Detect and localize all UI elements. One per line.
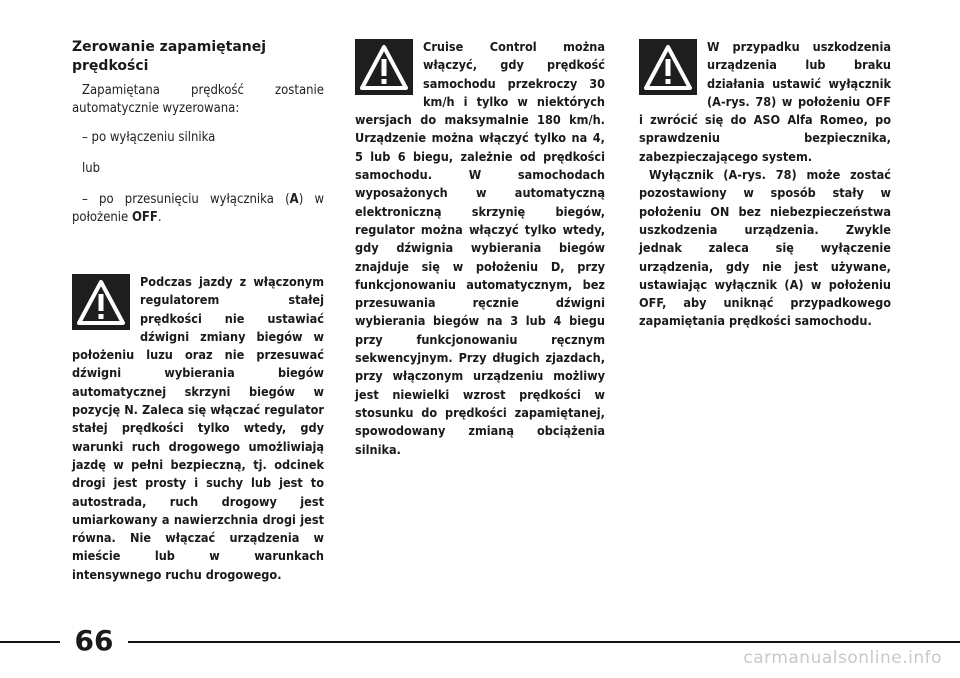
or-text: lub xyxy=(82,161,101,176)
warning-text-malfunction: W przypadku uszkodzenia urządzenia lub braku działania ustawić wyłącznik (A-rys. 78) w położeniu OFF i zwrócić się do ASO Alfa Romeo, po sprawdzeniu bezpiecznika, zabezpieczającego system. xyxy=(639,39,891,164)
switch-key: A xyxy=(289,192,299,207)
watermark: carmanualsonline.info xyxy=(743,648,942,668)
warning-triangle-icon xyxy=(72,274,130,330)
warning-text-switch-on: Wyłącznik (A-rys. 78) może zostać pozostawiony w sposób stały w położeniu ON bez niebezpieczeństwa uszkodzenia urządzenia. Zwykle jednak zaleca się wyłączenie urządzenia, gdy nie jest używane, ustawiając wyłącznik (A) w położeniu OFF, aby uniknąć przypadkowego zapamiętania prędkości samochodu. xyxy=(639,167,891,329)
off-keyword: OFF xyxy=(131,210,158,225)
column-middle xyxy=(355,38,605,459)
warning-box-gear xyxy=(72,273,324,584)
section-title: Zerowanie zapamiętanej prędkości xyxy=(72,39,267,74)
column-right xyxy=(639,38,891,331)
intro-paragraph: Zapamiętana prędkość zostanie automatycznie wyzerowana: xyxy=(72,83,324,116)
warning-text-cruise-control: Cruise Control można włączyć, gdy prędkość samochodu przekroczy 30 km/h i tylko w niektórych wersjach do maksymalnie 180 km/h. Urządzenie można włączyć tylko na 4, 5 lub 6 biegu, zależnie od prędkości samochodu. W samochodach wyposażonych w automatyczną elektroniczną skrzynię biegów, regulator można włączyć tylko wtedy, gdy dźwignia wybierania biegów znajduje się w położeniu D, przy funkcjonowaniu automatycznym, bez przesuwania ręcznie dźwigni wybierania biegów na 3 lub 4 biegu przy funkcjonowaniu ręcznym sekwencyjnym. Przy długich zjazdach, przy włączonym urządzeniu możliwy jest niewielki wzrost prędkości w stosunku do prędkości zapamiętanej, spowodowany zmianą obciążenia silnika. xyxy=(355,39,605,457)
footer-rule-right xyxy=(128,641,960,643)
warning-triangle-icon xyxy=(355,39,413,95)
warning-triangle-icon xyxy=(639,39,697,95)
item2-prefix: – po przesunięciu wyłącznika ( xyxy=(82,192,290,207)
list-item-engine-off: – po wyłączeniu silnika xyxy=(82,130,216,145)
warning-text-gear: Podczas jazdy z włączonym regulatorem stałej prędkości nie ustawiać dźwigni zmiany biegów w położeniu luzu oraz nie przesuwać dźwigni wybierania biegów automatycznej skrzyni biegów w pozycję N. Zaleca się włączać regulator stałej prędkości tylko wtedy, gdy warunki ruch drogowego umożliwiają jazdę w pełni bezpieczną, tj. odcinek drogi jest prosty i suchy lub jest to autostrada, ruch drogowy jest umiarkowany a nawierzchnia drogi jest równa. Nie włączać urządzenia w mieście lub w warunkach intensywnego ruchu drogowego. xyxy=(72,274,324,582)
item2-end: . xyxy=(157,210,162,225)
item2-middle: ) w położenie xyxy=(72,192,325,225)
column-left xyxy=(72,38,324,240)
list-item-switch-off xyxy=(72,191,324,227)
page-number: 66 xyxy=(74,624,114,657)
footer-rule-left xyxy=(0,641,60,643)
